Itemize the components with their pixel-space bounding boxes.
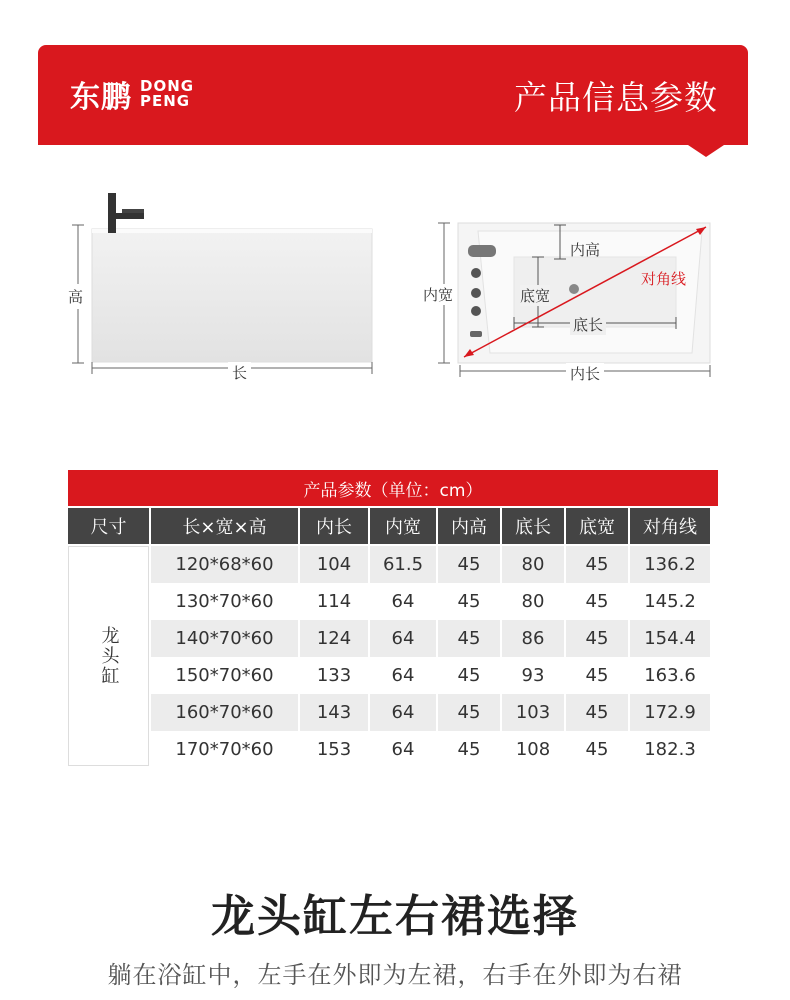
section-subtitle: 躺在浴缸中，左手在外即为左裙，右手在外即为右裙 [107,961,683,989]
cell-bottom-length: 86 [502,620,564,657]
length-label: 长 [228,362,251,383]
cell-dimensions: 130*70*60 [151,583,298,620]
table-row [151,620,718,657]
cell-bottom-width: 45 [566,657,628,694]
logo-english [140,79,194,109]
cell-inner-height: 45 [438,583,500,620]
page-title: 产品信息参数 [514,78,718,117]
cell-bottom-width: 45 [566,583,628,620]
cell-bottom-width: 45 [566,731,628,768]
cell-inner-height: 45 [438,731,500,768]
cell-inner-width: 64 [370,694,436,731]
category-cell: 龙头缸 [68,546,149,766]
table-title: 产品参数（单位：cm） [68,470,718,506]
cell-bottom-length: 108 [502,731,564,768]
inner-length-label: 内长 [566,363,604,384]
table-row [151,657,718,694]
table-body [68,546,718,768]
header-inner-width: 内宽 [370,508,436,544]
diagonal-label: 对角线 [641,270,687,288]
table-header-row [68,508,718,544]
parameter-table [68,470,718,768]
inner-height-label: 内高 [570,241,601,259]
cell-diagonal: 163.6 [630,657,710,694]
logo-en-bottom: PENG [140,92,191,110]
bottom-length-label: 底长 [570,314,606,335]
table-row [151,546,718,583]
cell-bottom-length: 93 [502,657,564,694]
header-inner-height: 内高 [438,508,500,544]
brand-logo [70,74,194,114]
table-rows [151,546,718,768]
cell-diagonal: 154.4 [630,620,710,657]
cell-bottom-length: 80 [502,546,564,583]
cell-bottom-width: 45 [566,694,628,731]
cell-diagonal: 182.3 [630,731,710,768]
cell-inner-height: 45 [438,694,500,731]
bottom-width-label: 底宽 [520,287,551,305]
cell-inner-length: 114 [300,583,368,620]
cell-inner-width: 64 [370,583,436,620]
cell-inner-height: 45 [438,657,500,694]
table-row [151,694,718,731]
cell-bottom-width: 45 [566,620,628,657]
cell-inner-width: 64 [370,731,436,768]
cell-inner-length: 124 [300,620,368,657]
cell-dimensions: 140*70*60 [151,620,298,657]
cell-bottom-length: 80 [502,583,564,620]
cell-diagonal: 136.2 [630,546,710,583]
table-row [151,583,718,620]
logo-chinese: 东鹏 [70,80,132,115]
cell-inner-width: 61.5 [370,546,436,583]
section-title: 龙头缸左右裙选择 [211,891,579,942]
header-bottom-width: 底宽 [566,508,628,544]
cell-dimensions: 160*70*60 [151,694,298,731]
cell-inner-height: 45 [438,546,500,583]
cell-inner-length: 143 [300,694,368,731]
cell-inner-width: 64 [370,620,436,657]
header-dimensions: 长×宽×高 [151,508,298,544]
cell-dimensions: 150*70*60 [151,657,298,694]
cell-diagonal: 172.9 [630,694,710,731]
logo-en-top: DONG [140,77,195,95]
cell-bottom-length: 103 [502,694,564,731]
cell-inner-length: 104 [300,546,368,583]
header-bottom-length: 底长 [502,508,564,544]
table-row [151,731,718,768]
cell-dimensions: 120*68*60 [151,546,298,583]
cell-inner-length: 133 [300,657,368,694]
banner-pointer [688,145,724,157]
inner-width-label: 内宽 [423,286,454,304]
bathtub-side-view [60,185,390,385]
height-label: 高 [68,284,83,309]
header-diagonal: 对角线 [630,508,710,544]
cell-inner-width: 64 [370,657,436,694]
header-inner-length: 内长 [300,508,368,544]
cell-inner-length: 153 [300,731,368,768]
cell-bottom-width: 45 [566,546,628,583]
cell-diagonal: 145.2 [630,583,710,620]
header-size: 尺寸 [68,508,149,544]
cell-dimensions: 170*70*60 [151,731,298,768]
cell-inner-height: 45 [438,620,500,657]
